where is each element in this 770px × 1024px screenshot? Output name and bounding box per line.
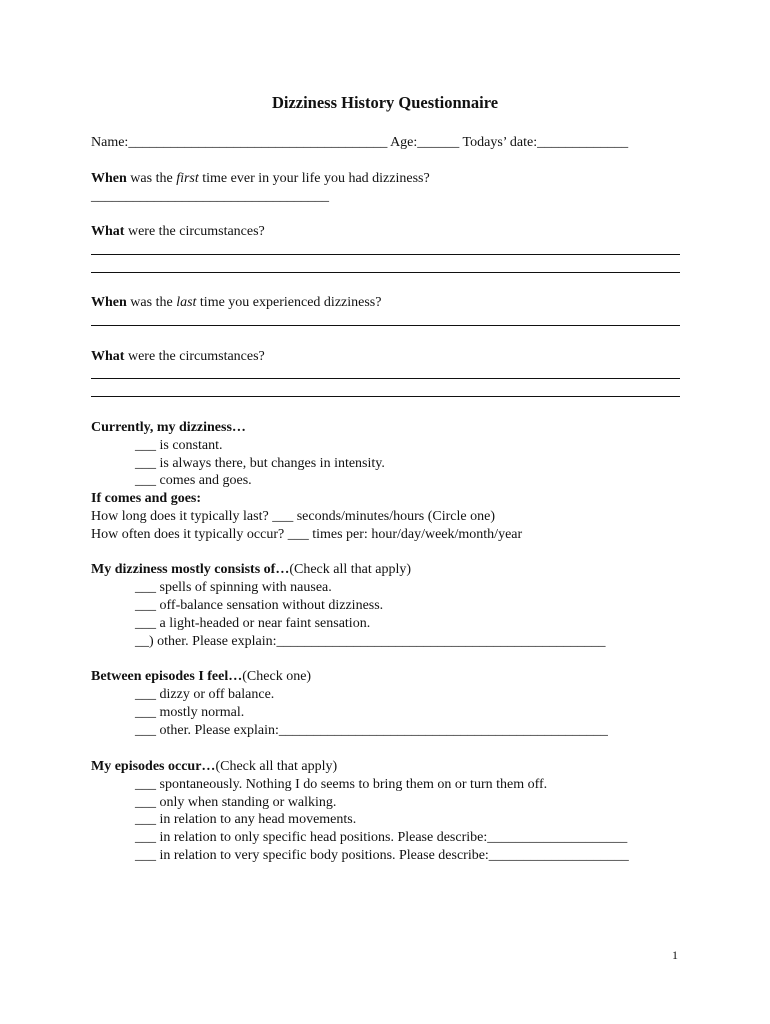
question-keyword: What xyxy=(91,224,125,239)
name-label: Name: xyxy=(91,135,129,150)
option-dizzy-off-balance[interactable]: ___ dizzy or off balance. xyxy=(135,687,275,702)
question-text: was the xyxy=(126,171,177,186)
age-field[interactable]: ______ xyxy=(417,135,460,150)
question-circumstances-first xyxy=(91,223,265,240)
page-number: 1 xyxy=(672,948,678,962)
currently-heading: Currently, my dizziness… xyxy=(91,420,246,435)
first-dizziness-answer-field[interactable]: __________________________________ xyxy=(91,189,329,204)
section-note: (Check one) xyxy=(242,669,312,684)
name-field[interactable]: _____________________________________ xyxy=(128,135,388,150)
date-field[interactable]: _____________ xyxy=(537,135,629,150)
section-heading: My dizziness mostly consists of… xyxy=(91,562,290,577)
option-comes-and-goes[interactable]: ___ comes and goes. xyxy=(135,473,252,488)
option-head-movements[interactable]: ___ in relation to any head movements. xyxy=(135,812,357,827)
question-keyword: When xyxy=(91,295,127,310)
question-text: time ever in your life you had dizziness? xyxy=(198,171,430,186)
option-body-positions[interactable]: ___ in relation to very specific body positions. Please describe:____________________ xyxy=(135,848,629,863)
section-note: (Check all that apply) xyxy=(289,562,412,577)
question-keyword: What xyxy=(91,349,125,364)
section-note: (Check all that apply) xyxy=(215,759,338,774)
date-label: Todays’ date: xyxy=(462,135,538,150)
question-first-dizziness xyxy=(91,170,430,187)
section-heading: My episodes occur… xyxy=(91,759,216,774)
option-other-explain[interactable]: ___ other. Please explain:_______________________________________________ xyxy=(135,723,608,738)
answer-line[interactable] xyxy=(91,396,680,397)
age-label: Age: xyxy=(390,135,418,150)
option-light-headed[interactable]: ___ a light-headed or near faint sensation. xyxy=(135,616,371,631)
answer-line[interactable] xyxy=(91,254,680,255)
header-line xyxy=(91,134,628,151)
section-heading: Between episodes I feel… xyxy=(91,669,243,684)
question-text: was the xyxy=(126,295,177,310)
question-keyword: When xyxy=(91,171,127,186)
option-constant[interactable]: ___ is constant. xyxy=(135,438,223,453)
how-often-line[interactable]: How often does it typically occur? ___ times per: hour/day/week/month/year xyxy=(91,527,523,542)
episodes-heading xyxy=(91,758,337,775)
comes-goes-heading: If comes and goes: xyxy=(91,491,202,506)
option-off-balance[interactable]: ___ off-balance sensation without dizziness. xyxy=(135,598,384,613)
answer-line[interactable] xyxy=(91,325,680,326)
option-changes-intensity[interactable]: ___ is always there, but changes in intensity. xyxy=(135,456,385,471)
answer-line[interactable] xyxy=(91,272,680,273)
how-long-line[interactable]: How long does it typically last? ___ seconds/minutes/hours (Circle one) xyxy=(91,509,495,524)
question-text: were the circumstances? xyxy=(124,224,265,239)
option-spinning[interactable]: ___ spells of spinning with nausea. xyxy=(135,580,332,595)
page-title: Dizziness History Questionnaire xyxy=(271,93,499,112)
question-emphasis: first xyxy=(176,171,199,186)
question-circumstances-last xyxy=(91,348,265,365)
consists-heading xyxy=(91,561,411,578)
option-head-positions[interactable]: ___ in relation to only specific head positions. Please describe:____________________ xyxy=(135,830,628,845)
question-text: were the circumstances? xyxy=(124,349,265,364)
between-heading xyxy=(91,668,311,685)
question-emphasis: last xyxy=(176,295,197,310)
question-text: time you experienced dizziness? xyxy=(196,295,382,310)
option-spontaneously[interactable]: ___ spontaneously. Nothing I do seems to bring them on or turn them off. xyxy=(135,777,548,792)
option-standing-walking[interactable]: ___ only when standing or walking. xyxy=(135,795,337,810)
option-other-explain[interactable]: __) other. Please explain:_______________________________________________ xyxy=(135,634,606,649)
question-last-dizziness xyxy=(91,294,381,311)
option-mostly-normal[interactable]: ___ mostly normal. xyxy=(135,705,245,720)
answer-line[interactable] xyxy=(91,378,680,379)
